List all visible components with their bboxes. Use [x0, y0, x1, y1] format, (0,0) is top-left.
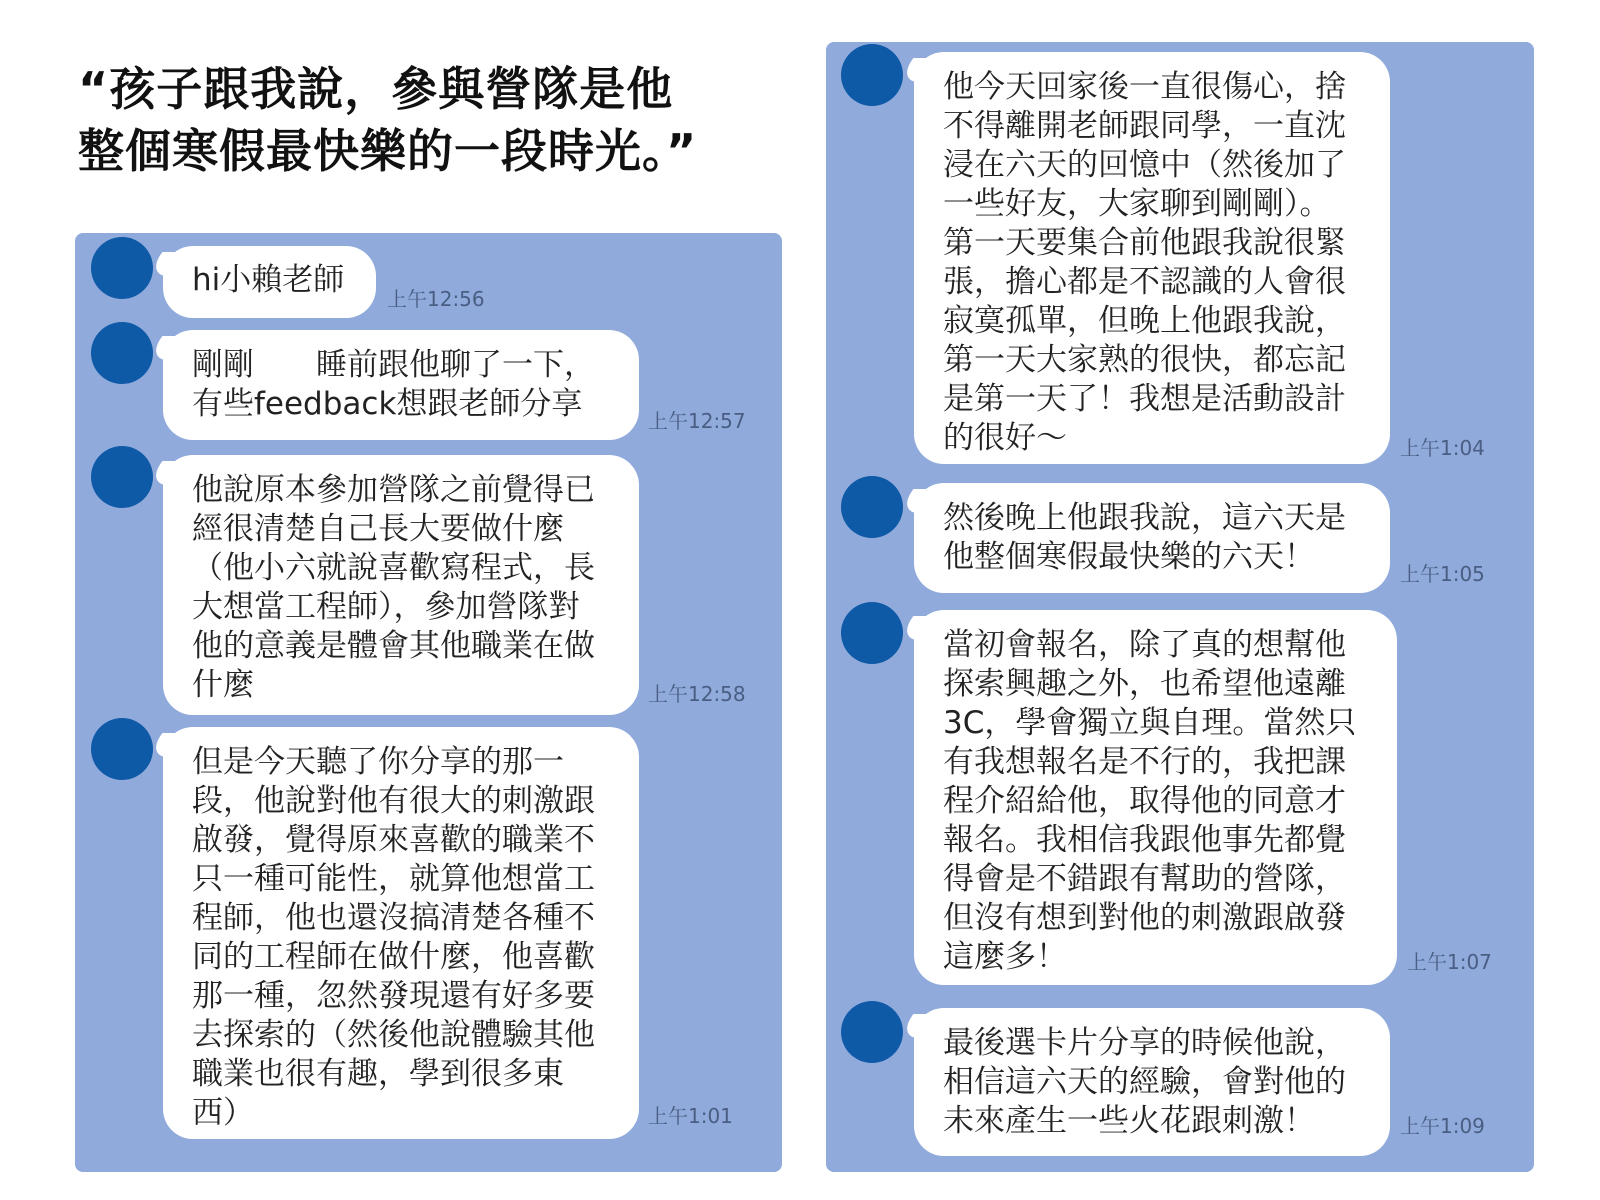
message-text: 他說原本參加營隊之前覺得已 經很清楚自己長大要做什麼 （他小六就說喜歡寫程式，長 大想當工程師），參加營隊對 他的意義是體會其他職業在做 什麼 [192, 472, 595, 703]
sender-avatar [91, 446, 153, 508]
message-text: 但是今天聽了你分享的那一 段，他說對他有很大的刺激跟 啟發，覺得原來喜歡的職業不 只一種可能性，就算他想當工 程師，他也還沒搞清楚各種不 同的工程師在做什麼，他喜歡 那一種，忽然發現還有好多要 去探索的（然後他說體驗其他 職業也很有趣，學到很多東 西） [192, 744, 595, 1131]
sender-avatar [841, 602, 903, 664]
message-timestamp: 上午12:58 [648, 682, 746, 706]
message-bubble [163, 246, 376, 318]
message-bubble [914, 1008, 1390, 1156]
message-bubble [163, 727, 639, 1139]
message-timestamp: 上午1:04 [1400, 436, 1485, 460]
message-timestamp: 上午1:05 [1400, 562, 1485, 586]
message-bubble [914, 483, 1390, 593]
sender-avatar [841, 44, 903, 106]
sender-avatar [841, 1001, 903, 1063]
message-bubble [163, 330, 639, 440]
message-timestamp: 上午1:07 [1407, 950, 1492, 974]
message-timestamp: 上午1:09 [1400, 1114, 1485, 1138]
sender-avatar [91, 322, 153, 384]
sender-avatar [91, 718, 153, 780]
message-bubble [914, 52, 1390, 464]
message-bubble [163, 455, 639, 715]
message-text: 當初會報名，除了真的想幫他 探索興趣之外，也希望他遠離 3C，學會獨立與自理。當然只 有我想報名是不行的，我把課 程介紹給他，取得他的同意才 報名。我相信我跟他事先都覺 得會是不錯跟有幫助的營隊， 但沒有想到對他的刺激跟啟發 這麼多！ [943, 627, 1357, 975]
sender-avatar [841, 476, 903, 538]
message-text: 剛剛 睡前跟他聊了一下， 有些feedback想跟老師分享 [192, 347, 595, 422]
message-timestamp: 上午1:01 [648, 1104, 733, 1128]
chat-screenshot-left [75, 233, 782, 1172]
quote-line-1: “孩子跟我說，參與營隊是他 [78, 62, 674, 116]
chat-screenshot-right [826, 42, 1534, 1172]
message-timestamp: 上午12:57 [648, 409, 746, 433]
quote-line-2: 整個寒假最快樂的一段時光。” [78, 124, 698, 178]
message-text: 最後選卡片分享的時候他說， 相信這六天的經驗，會對他的 未來產生一些火花跟刺激！ [943, 1025, 1346, 1139]
message-text: 然後晚上他跟我說，這六天是 他整個寒假最快樂的六天！ [943, 500, 1346, 575]
message-text: 他今天回家後一直很傷心，捨 不得離開老師跟同學，一直沈 浸在六天的回憶中（然後加了 一些好友，大家聊到剛剛）。 第一天要集合前他跟我說很緊 張，擔心都是不認識的人會很 寂寞孤單，但晚上他跟我說， 第一天大家熟的很快，都忘記 是第一天了！我想是活動設計 的很好～ [943, 69, 1346, 456]
sender-avatar [91, 237, 153, 299]
message-bubble [914, 610, 1397, 985]
headline-quote [78, 58, 798, 182]
message-timestamp: 上午12:56 [387, 287, 485, 311]
message-text: hi小賴老師 [192, 262, 345, 298]
